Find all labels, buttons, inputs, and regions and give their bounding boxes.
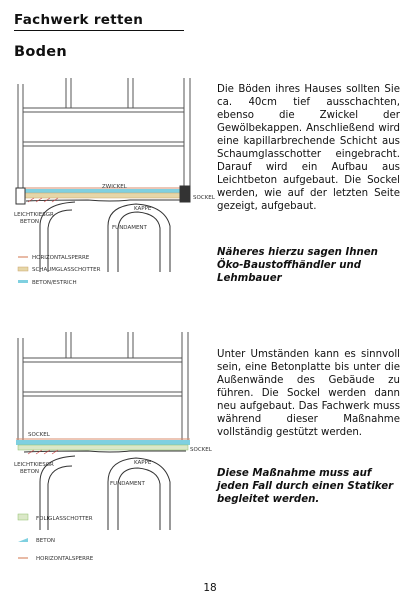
label-leichtbeton-1: LEICHTKIESGR: [14, 212, 54, 218]
page-number: 18: [203, 582, 217, 594]
label-leichtbeton-1: LEICHTKIESGR: [14, 462, 54, 468]
label-kappe: KAPPE: [134, 460, 152, 466]
paragraph-2: Unter Umständen kann es sinnvoll sein, eine Betonplatte bis unter die Außenwände des Gebäude zu führen. Die Sockel werden dann neu aufgebaut. Das Fachwerk muss während dieser Maßnahme vollständig gestützt werden.: [217, 349, 400, 439]
foam-glass-layer: [22, 193, 186, 198]
label-kappe: KAPPE: [134, 206, 152, 212]
legend-2: [18, 514, 94, 562]
legend-1-item-1: HORIZONTALSPERRE: [32, 255, 90, 261]
note-1: Näheres hierzu sagen Ihnen Öko-Baustoffhändler und Lehmbauer: [217, 247, 378, 285]
chapter-title-underline: [14, 30, 184, 31]
legend-2-item-3: HORIZONTALSPERRE: [36, 556, 94, 562]
foam-glass-layer: [18, 445, 188, 450]
concrete-slab: [16, 440, 190, 445]
label-zwickel: ZWICKEL: [102, 184, 127, 190]
vault: [26, 200, 182, 272]
legend-1-item-2: SCHAUMGLASSCHOTTER: [32, 267, 101, 273]
label-fundament: FUNDAMENT: [110, 481, 145, 487]
timber-frame: [18, 78, 190, 188]
timber-frame: [18, 332, 188, 440]
chapter-title: Fachwerk retten: [14, 12, 144, 28]
legend-2-item-2: BETON: [36, 538, 56, 544]
legend-1: [18, 255, 101, 286]
left-sockel: [16, 188, 25, 204]
legend-1-item-3: BETON/ESTRICH: [32, 280, 77, 286]
label-leichtbeton-2: BETON: [20, 469, 40, 475]
section-title: Boden: [14, 44, 68, 60]
note-2: Diese Maßnahme muss auf jeden Fall durch einen Statiker begleitet werden.: [217, 468, 394, 506]
label-sockel-left: SOCKEL: [28, 432, 50, 438]
paragraph-1: Die Böden ihres Hauses sollten Sie ca. 40cm tief ausschachten, ebenso die Zwickel der Gewölbekappen. Anschließend wird eine kapillarbrechende Schicht aus Schaumglasschotter eingebracht. Darauf wird ein Aufbau aus Leichtbeton aufgebaut. Die Sockel werden, wie auf der letzten Seite gezeigt, aufgebaut.: [217, 84, 400, 213]
label-fundament: FUNDAMENT: [112, 225, 147, 231]
legend-2-item-1: FOLIGLASSCHOTTER: [36, 516, 93, 522]
label-sockel: SOCKEL: [193, 195, 215, 201]
label-sockel-right: SOCKEL: [190, 447, 212, 453]
floor-diagram-1: [10, 76, 215, 298]
label-leichtbeton-2: BETON: [20, 219, 40, 225]
floor-diagram-2: [10, 330, 215, 590]
